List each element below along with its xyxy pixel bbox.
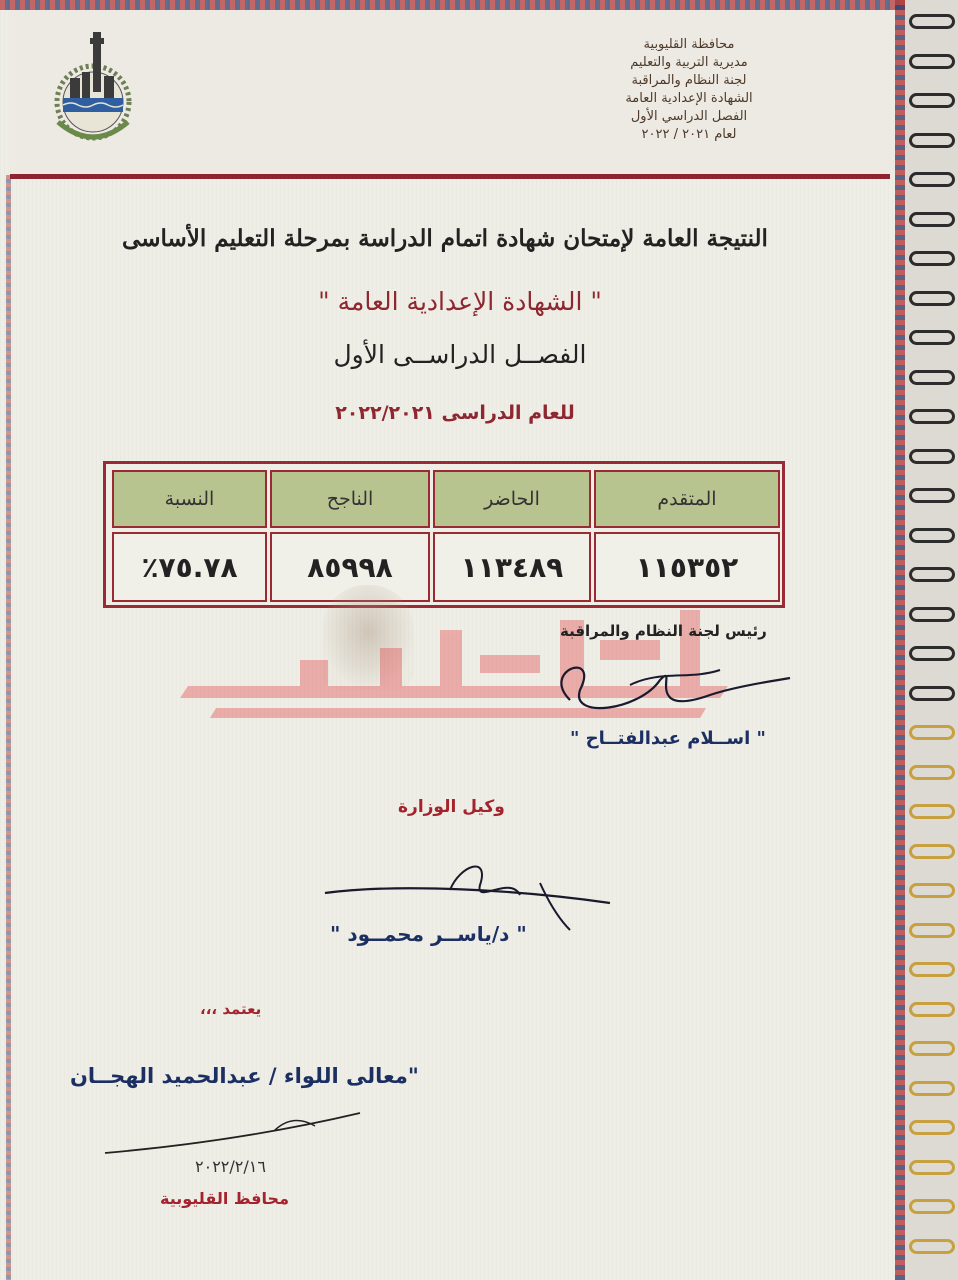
binding-coil [909,883,955,898]
spiral-binding [905,0,958,1280]
binding-coil [909,567,955,582]
binding-coil [909,291,955,306]
approval-label: يعتمد ،،، [200,1000,262,1018]
binding-coil [909,1002,955,1017]
binding-coil [909,449,955,464]
results-table [103,461,785,608]
table-cell [433,532,591,602]
header-divider [10,174,890,179]
value-passed: ٨٥٩٩٨ [307,550,393,584]
value-applicants: ١١٥٣٥٢ [635,550,739,584]
binding-coil [909,93,955,108]
table-cell [112,532,267,602]
committee-head-title: رئيس لجنة النظام والمراقبة [560,622,767,640]
binding-coil [909,923,955,938]
table-header-cell [433,470,591,528]
binding-coil [909,330,955,345]
binding-coil [909,804,955,819]
table-header-applicants: المتقدم [657,488,717,510]
header-line: الشهادة الإعدادية العامة [625,91,753,106]
binding-coil [909,607,955,622]
header-line: مديرية التربية والتعليم [630,55,748,70]
binding-coil [909,725,955,740]
table-header-attended: الحاضر [484,488,540,510]
binding-coil [909,765,955,780]
binding-coil [909,962,955,977]
header-line: لعام ٢٠٢١ / ٢٠٢٢ [641,127,737,142]
governorate-logo [48,30,138,142]
table-header-passed: الناجح [326,488,374,510]
decorative-border-left [6,175,11,1280]
binding-coil [909,1199,955,1214]
decorative-border-right [895,0,905,1280]
decorative-border-top [0,0,905,10]
binding-coil [909,212,955,227]
governor-signature-date: ٢٠٢٢/٢/١٦ [195,1157,266,1176]
binding-coil [909,370,955,385]
governor-name: "معالى اللواء / عبدالحميد الهجــان [70,1064,419,1088]
undersecretary-title: وكيل الوزارة [398,797,505,817]
binding-coil [909,409,955,424]
undersecretary-name: " د/ياســر محمــود " [330,922,527,946]
term-label: الفصــل الدراســى الأول [333,340,587,369]
committee-head-signature [540,650,780,730]
binding-coil [909,1081,955,1096]
binding-coil [909,1041,955,1056]
binding-coil [909,251,955,266]
committee-head-name: " اســلام عبدالفتــاح " [570,728,766,749]
header-address-block [560,36,818,144]
governor-signature [105,1108,365,1158]
binding-coil [909,133,955,148]
binding-coil [909,844,955,859]
binding-coil [909,1239,955,1254]
binding-coil [909,686,955,701]
table-header-cell [270,470,430,528]
binding-coil [909,1120,955,1135]
table-header-cell [112,470,267,528]
header-line: الفصل الدراسي الأول [630,109,748,124]
academic-year: للعام الدراسى ٢٠٢٢/٢٠٢١ [335,402,575,424]
header-line: محافظة القليوبية [643,37,735,52]
governor-title: محافظ القليوبية [160,1189,289,1208]
binding-coil [909,54,955,69]
binding-coil [909,172,955,187]
binding-coil [909,1160,955,1175]
table-header-ratio: النسبة [164,488,215,510]
value-ratio: ٧٥.٧٨٪ [141,550,238,584]
table-cell [594,532,780,602]
header-line: لجنة النظام والمراقبة [631,73,747,88]
binding-coil [909,528,955,543]
certificate-name: " الشهادة الإعدادية العامة " [318,287,602,316]
binding-coil [909,488,955,503]
value-attended: ١١٣٤٨٩ [460,550,564,584]
table-header-cell [594,470,780,528]
binding-coil [909,646,955,661]
binding-coil [909,14,955,29]
page-title: النتيجة العامة لإمتحان شهادة اتمام الدراسة بمرحلة التعليم الأساسى [122,225,768,252]
